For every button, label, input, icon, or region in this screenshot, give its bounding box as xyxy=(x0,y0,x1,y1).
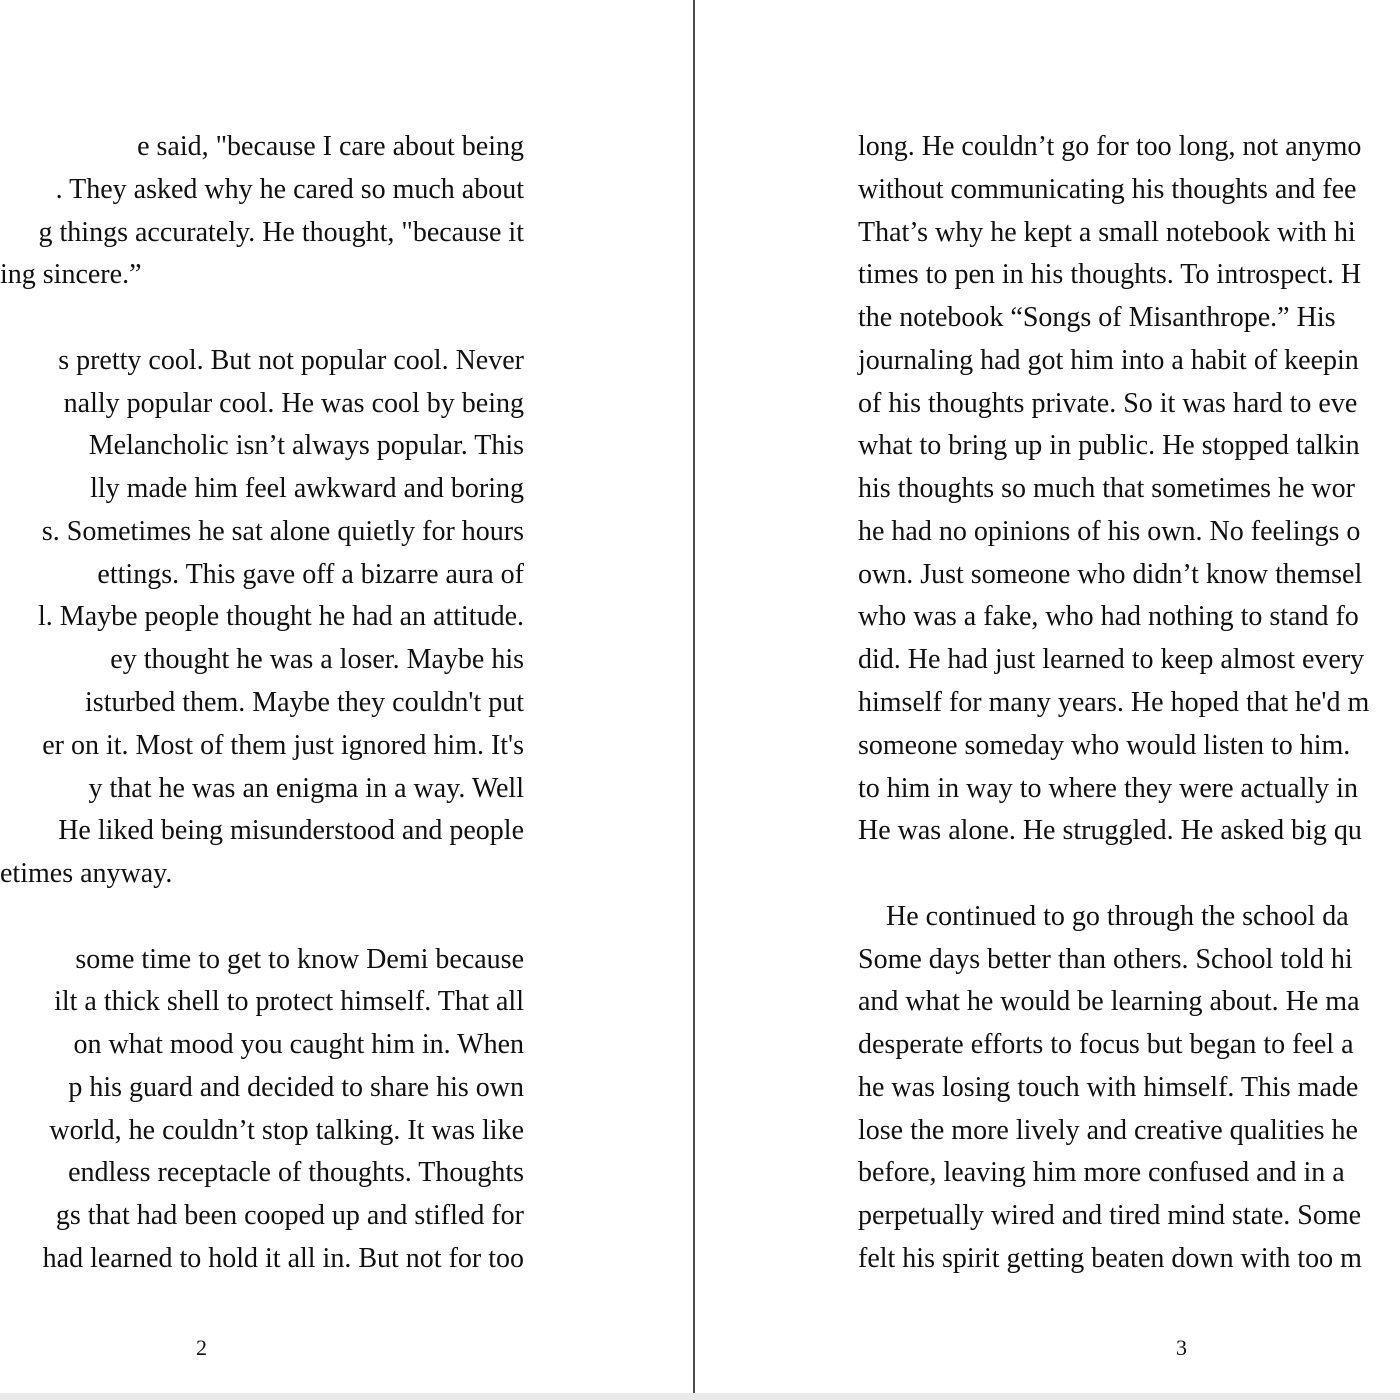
text-line: e said, "because I care about being xyxy=(137,131,524,162)
text-line: had learned to hold it all in. But not for too xyxy=(42,1243,524,1274)
text-line: nally popular cool. He was cool by being xyxy=(63,388,524,419)
text-line: lose the more lively and creative qualities he xyxy=(858,1115,1358,1146)
text-line: Some days better than others. School told hi xyxy=(858,944,1353,975)
text-line: lly made him feel awkward and boring xyxy=(90,473,524,504)
text-line: own. Just someone who didn’t know themsel xyxy=(858,559,1363,590)
text-line: y that he was an enigma in a way. Well xyxy=(88,773,524,804)
text-line: times to pen in his thoughts. To introspect. H xyxy=(858,259,1362,290)
text-line: who was a fake, who had nothing to stand fo xyxy=(858,601,1359,632)
page-number: 2 xyxy=(196,1335,207,1360)
text-line: s pretty cool. But not popular cool. Never xyxy=(58,345,524,376)
text-line: desperate efforts to focus but began to feel a xyxy=(858,1029,1354,1060)
text-line: endless receptacle of thoughts. Thoughts xyxy=(68,1157,524,1188)
text-line: long. He couldn’t go for too long, not anymo xyxy=(858,131,1362,162)
text-line: He continued to go through the school da xyxy=(858,901,1349,932)
text-line: ing sincere.” xyxy=(0,259,142,290)
text-line: perpetually wired and tired mind state. Some xyxy=(858,1200,1362,1231)
text-line: some time to get to know Demi because xyxy=(75,944,524,975)
text-line: ilt a thick shell to protect himself. That all xyxy=(54,986,524,1017)
text-line: to him in way to where they were actually in xyxy=(858,773,1358,804)
page-number: 3 xyxy=(1176,1335,1187,1360)
text-line: himself for many years. He hoped that he'd m xyxy=(858,687,1370,718)
text-line: of his thoughts private. So it was hard to eve xyxy=(858,388,1358,419)
text-line: world, he couldn’t stop talking. It was like xyxy=(49,1115,524,1146)
text-line: and what he would be learning about. He ma xyxy=(858,986,1360,1017)
text-line: etimes anyway. xyxy=(0,858,173,889)
text-line: before, leaving him more confused and in a xyxy=(858,1157,1345,1188)
text-line: felt his spirit getting beaten down with too m xyxy=(858,1243,1362,1274)
text-line: journaling had got him into a habit of keepin xyxy=(858,345,1359,376)
text-line: ey thought he was a loser. Maybe his xyxy=(110,644,524,675)
text-line: gs that had been cooped up and stifled for xyxy=(55,1200,524,1231)
text-line: he was losing touch with himself. This made xyxy=(858,1072,1359,1103)
text-line: l. Maybe people thought he had an attitude. xyxy=(38,601,524,632)
text-line: Melancholic isn’t always popular. This xyxy=(88,430,524,461)
text-line: p his guard and decided to share his own xyxy=(68,1072,524,1103)
text-line: on what mood you caught him in. When xyxy=(73,1029,524,1060)
text-line: he had no opinions of his own. No feelings o xyxy=(858,516,1361,547)
text-line: He liked being misunderstood and people xyxy=(58,815,524,846)
text-line: . They asked why he cared so much about xyxy=(55,174,524,205)
text-line: did. He had just learned to keep almost every xyxy=(858,644,1365,675)
bottom-edge xyxy=(0,1393,1400,1400)
text-line: That’s why he kept a small notebook with hi xyxy=(858,217,1356,248)
text-line: isturbed them. Maybe they couldn't put xyxy=(85,687,524,718)
text-line: er on it. Most of them just ignored him. It's xyxy=(42,730,524,761)
text-line: the notebook “Songs of Misanthrope.” His xyxy=(858,302,1336,333)
text-line: g things accurately. He thought, "because it xyxy=(38,217,524,248)
text-line: what to bring up in public. He stopped talkin xyxy=(858,430,1360,461)
text-line: without communicating his thoughts and fee xyxy=(858,174,1357,205)
text-line: He was alone. He struggled. He asked big qu xyxy=(858,815,1362,846)
page-divider xyxy=(693,0,695,1393)
text-line: ettings. This gave off a bizarre aura of xyxy=(97,559,524,590)
text-line: his thoughts so much that sometimes he wor xyxy=(858,473,1355,504)
left-page xyxy=(0,0,694,1393)
text-line: s. Sometimes he sat alone quietly for hours xyxy=(41,516,524,547)
text-line: someone someday who would listen to him. xyxy=(858,730,1351,761)
right-page xyxy=(696,0,1400,1393)
